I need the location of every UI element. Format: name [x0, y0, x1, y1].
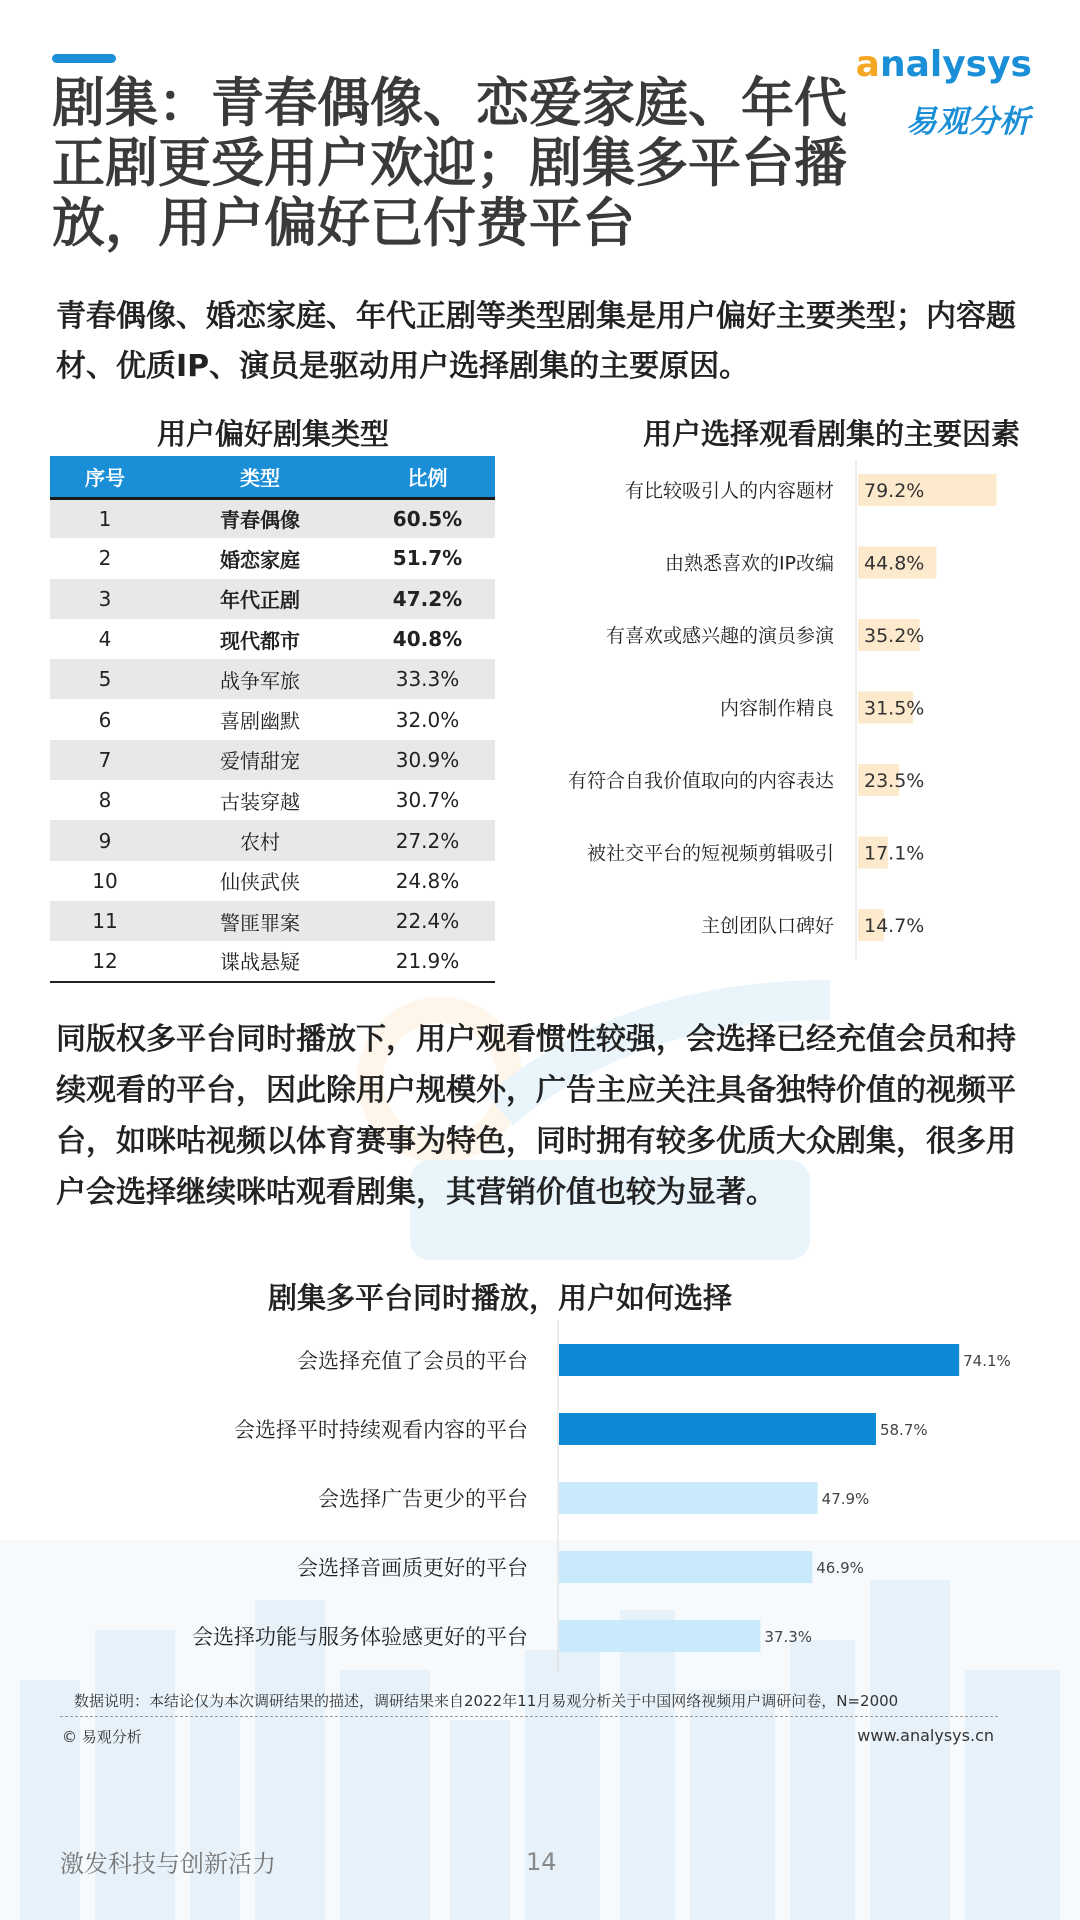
platform-bar: [559, 1344, 959, 1376]
platform-category-label: 会选择充值了会员的平台: [297, 1349, 528, 1373]
percent-cell: 27.2%: [360, 820, 495, 860]
rank-cell: 6: [98, 707, 112, 732]
percent-cell: 51.7%: [392, 546, 463, 571]
table-row: [50, 780, 495, 820]
factor-value-label: 23.5%: [864, 770, 925, 792]
genre-table-title: 用户偏好剧集类型: [156, 417, 389, 451]
platform-value-label: 58.7%: [879, 1421, 928, 1439]
table-row: [50, 861, 495, 901]
rank-cell: 5: [50, 659, 160, 699]
percent-cell: 32.0%: [395, 707, 460, 732]
page-title: 剧集：青春偶像、恋爱家庭、年代正剧更受用户欢迎；剧集多平台播放，用户偏好已付费平台: [52, 73, 847, 254]
table-row: [50, 941, 495, 981]
platform-bar: [559, 1620, 760, 1652]
platform-chart-title: 剧集多平台同时播放，用户如何选择: [267, 1281, 732, 1315]
factor-category-label: 被社交平台的短视频剪辑吸引: [586, 842, 834, 865]
footer-divider: [60, 1716, 998, 1717]
analysys-logo: [842, 44, 1042, 144]
genre-cell: 现代都市: [220, 628, 300, 653]
page-number: 14: [526, 1848, 557, 1876]
platform-value-label: 37.3%: [764, 1628, 813, 1646]
factor-value-label: 35.2%: [864, 625, 925, 647]
column-header: 序号: [50, 456, 160, 498]
rank-cell: 11: [50, 901, 160, 941]
factor-chart-title: 用户选择观看剧集的主要因素: [642, 417, 1020, 451]
factor-category-label: 由熟悉喜欢的IP改编: [664, 552, 834, 575]
rank-cell: 12: [50, 941, 160, 981]
platform-value-label: 47.9%: [821, 1490, 870, 1508]
genre-cell: 婚恋家庭: [220, 547, 300, 572]
factor-value-label: 44.8%: [864, 552, 925, 575]
factor-value-label: 79.2%: [864, 480, 925, 502]
genre-cell: 年代正剧: [160, 579, 360, 619]
factor-category-label: 有符合自我价值取向的内容表达: [567, 770, 834, 792]
title-accent-bar: [52, 54, 116, 63]
column-header: 类型: [160, 456, 360, 498]
rank-cell: 1: [50, 498, 160, 538]
percent-cell: 30.9%: [360, 740, 495, 780]
logo-wordmark: analysys: [855, 44, 1032, 85]
rank-cell: 9: [50, 820, 160, 860]
genre-preference-table: [50, 456, 495, 983]
lead-text: 青春偶像、婚恋家庭、年代正剧等类型剧集是用户偏好主要类型；内容题材、优质IP、演员是驱动用户选择剧集的主要原因。: [56, 299, 1016, 384]
platform-bar: [559, 1413, 876, 1445]
logo-chinese: 易观分析: [906, 104, 1030, 140]
genre-table-body: [50, 498, 495, 982]
platform-value-label: 46.9%: [816, 1559, 864, 1577]
factor-value-label: 31.5%: [864, 697, 925, 720]
percent-cell: 21.9%: [360, 941, 495, 981]
rank-cell: 8: [98, 788, 112, 813]
table-row: [50, 538, 495, 578]
genre-cell: 战争军旅: [160, 659, 360, 699]
table-header-row: [50, 456, 495, 498]
data-note: 数据说明：本结论仅为本次调研结果的描述，调研结果来自2022年11月易观分析关于中国网络视频用户调研问卷，N=2000: [74, 1692, 899, 1710]
platform-bar: [559, 1551, 812, 1583]
genre-cell: 警匪罪案: [160, 901, 360, 941]
percent-cell: 47.2%: [360, 579, 495, 619]
genre-cell: 古装穿越: [220, 789, 300, 814]
platform-category-label: 会选择音画质更好的平台: [297, 1556, 528, 1580]
genre-cell: 谍战悬疑: [160, 941, 360, 981]
rank-cell: 4: [98, 627, 112, 652]
factor-bar-chart: [520, 460, 1040, 970]
percent-cell: 22.4%: [360, 901, 495, 941]
percent-cell: 33.3%: [360, 659, 495, 699]
genre-cell: 爱情甜宠: [160, 740, 360, 780]
copyright: © 易观分析: [62, 1728, 142, 1746]
table-row: [50, 619, 495, 659]
table-row: [50, 579, 495, 619]
percent-cell: 30.7%: [395, 788, 460, 813]
table-row: [50, 901, 495, 941]
factor-value-label: 14.7%: [864, 915, 925, 937]
platform-value-label: 74.1%: [963, 1352, 1011, 1370]
percent-cell: 24.8%: [395, 868, 460, 893]
table-row: [50, 699, 495, 739]
genre-cell: 青春偶像: [160, 498, 360, 538]
body-paragraph: 同版权多平台同时播放下，用户观看惯性较强，会选择已经充值会员和持续观看的平台，因此除用户规模外，广告主应关注具备独特价值的视频平台，如咪咕视频以体育赛事为特色，同时拥有较多优质大众剧集，很多用户会选择继续咪咕观看剧集，其营销价值也较为显著。: [56, 1022, 1016, 1210]
platform-bar-chart: [40, 1320, 1040, 1680]
rank-cell: 7: [50, 740, 160, 780]
table-row: [50, 498, 495, 538]
platform-category-label: 会选择功能与服务体验感更好的平台: [192, 1625, 528, 1649]
percent-cell: 60.5%: [360, 498, 495, 538]
rank-cell: 2: [98, 546, 112, 571]
factor-category-label: 有比较吸引人的内容题材: [624, 480, 834, 502]
percent-cell: 40.8%: [392, 627, 463, 652]
factor-category-label: 内容制作精良: [719, 697, 834, 720]
slogan: 激发科技与创新活力: [60, 1850, 276, 1878]
genre-cell: 仙侠武侠: [220, 870, 300, 895]
rank-cell: 3: [50, 579, 160, 619]
platform-bar: [559, 1482, 818, 1514]
factor-category-label: 有喜欢或感兴趣的演员参演: [605, 625, 834, 647]
platform-category-label: 会选择广告更少的平台: [318, 1487, 528, 1511]
factor-value-label: 17.1%: [864, 842, 925, 865]
table-row: [50, 740, 495, 780]
website-link[interactable]: www.analysys.cn: [857, 1726, 994, 1745]
factor-category-label: 主创团队口碑好: [700, 915, 834, 937]
column-header: 比例: [360, 456, 495, 498]
table-row: [50, 659, 495, 699]
genre-cell: 喜剧幽默: [220, 709, 300, 734]
platform-category-label: 会选择平时持续观看内容的平台: [234, 1418, 528, 1442]
table-row: [50, 820, 495, 860]
rank-cell: 10: [92, 868, 118, 893]
genre-cell: 农村: [160, 820, 360, 860]
